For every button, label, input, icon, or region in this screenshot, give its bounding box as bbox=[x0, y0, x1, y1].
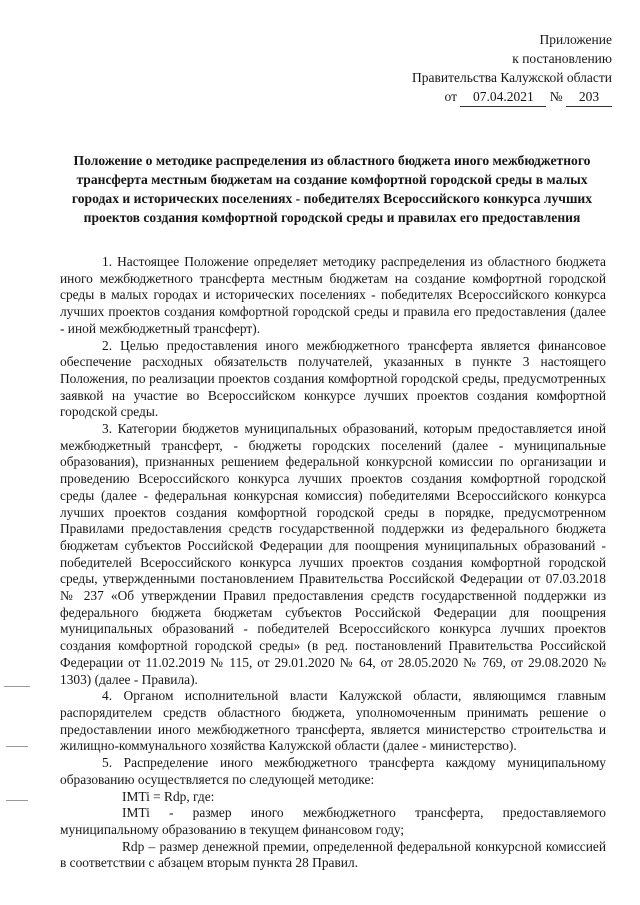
paragraph-2: 2. Целью предоставления иного межбюджетного трансферта является финансовое обеспечение расходных обязательств получателей, указанных в пункте 3 настоящего Положения, по реализации проектов создания комфортной городской среды, предусмотренных заявкой на участие во Всероссийском конкурсе лучших проектов создания комфортной городской среды. bbox=[60, 337, 606, 420]
document-body bbox=[60, 254, 606, 872]
scan-artifact bbox=[6, 746, 28, 747]
appendix-label: Приложение bbox=[539, 32, 612, 47]
formula-line: IMTi = Rdp, где: bbox=[122, 788, 215, 804]
appendix-date-line bbox=[412, 87, 612, 107]
number-label: № bbox=[549, 89, 563, 104]
paragraph-1: 1. Настоящее Положение определяет методику распределения из областного бюджета иного межбюджетного трансферта местным бюджетам на создание комфортной городской среды в малых городах и исторических поселениях - победителях Всероссийского конкурса лучших проектов создания комфортной городской среды и правила его предоставления (далее - иной межбюджетный трансферт). bbox=[60, 254, 606, 336]
paragraph-5: 5. Распределение иного межбюджетного трансферта каждому муниципальному образованию осуществляется по следующей методике: bbox=[60, 755, 606, 787]
from-label: от bbox=[444, 89, 457, 104]
document-title: Положение о методике распределения из областного бюджета иного межбюджетного трансферта местным бюджетам на создание комфортной городской среды в малых городах и исторических поселениях - победителях Всероссийского конкурса лучших проектов создания комфортной городской среды и правилах его предоставления bbox=[71, 153, 593, 225]
appendix-government: Правительства Калужской области bbox=[411, 70, 612, 85]
formula-definition-imti: IMTi - размер иного межбюджетного трансферта, предоставляемого муниципальному образованию в текущем финансовом году; bbox=[60, 805, 606, 837]
resolution-date: 07.04.2021 bbox=[460, 87, 546, 107]
paragraph-4: 4. Органом исполнительной власти Калужской области, являющимся главным распорядителем средств областного бюджета, уполномоченным принимать решение о предоставлении иного межбюджетного трансферта, является министерство строительства и жилищно-коммунального хозяйства Калужской области (далее - министерство). bbox=[60, 688, 606, 754]
appendix-header bbox=[412, 30, 612, 107]
scan-artifact bbox=[4, 686, 30, 687]
formula-definition-rdp: Rdp – размер денежной премии, определенной федеральной конкурсной комиссией в соответствии с абзацем вторым пункта 28 Правил. bbox=[60, 838, 606, 871]
scan-artifact bbox=[6, 800, 28, 801]
paragraph-3: 3. Категории бюджетов муниципальных образований, которым предоставляется иной межбюджетный трансферт, - бюджеты городских поселений (далее - муниципальные образования), признанных решением федеральной конкурсной комиссии по организации и проведению Всероссийского конкурса лучших проектов создания комфортной городской среды (далее - федеральная конкурсная комиссия) победителями Всероссийского конкурса лучших проектов создания комфортной городской среды в порядке, предусмотренном Правилами предоставления средств государственной поддержки из федерального бюджета бюджетам субъектов Российской Федерации для поощрения муниципальных образований - победителей Всероссийского конкурса лучших проектов создания комфортной городской среды, утвержденными постановлением Правительства Российской Федерации от 07.03.2018 № 237 «Об утверждении Правил предоставления средств государственной поддержки из федерального бюджета бюджетам субъектов Российской Федерации для поощрения муниципальных образований - победителей Всероссийского конкурса лучших проектов создания комфортной городской среды» (в ред. постановлений Правительства Российской Федерации от 11.02.2019 № 115, от 29.01.2020 № 64, от 28.05.2020 № 769, от 29.08.2020 № 1303) (далее - Правила). bbox=[60, 421, 606, 687]
appendix-resolution: к постановлению bbox=[512, 51, 612, 66]
resolution-number: 203 bbox=[566, 87, 612, 107]
